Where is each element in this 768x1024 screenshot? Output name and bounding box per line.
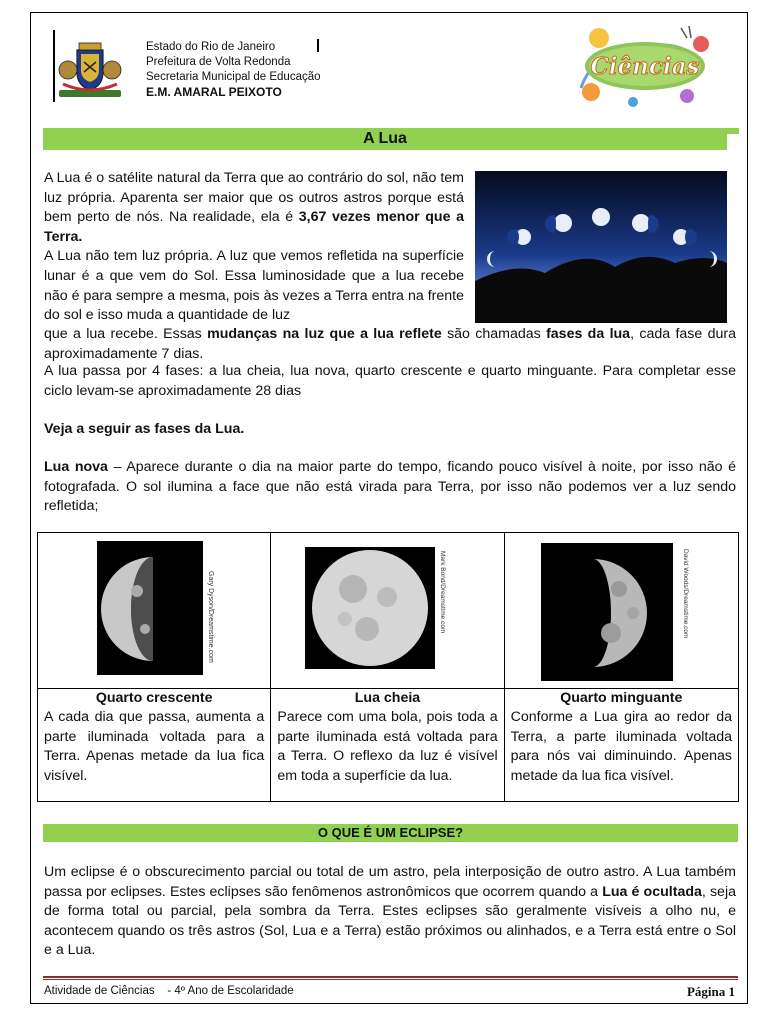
header-prefecture: Prefeitura de Volta Redonda [146,56,291,68]
eclipse-heading: O QUE É UM ECLIPSE? [43,824,738,842]
svg-text:Mark Bond/Dreamstime.com: Mark Bond/Dreamstime.com [439,551,447,634]
header-school: E.M. AMARAL PEIXOTO [146,85,282,99]
phases-table [37,532,739,802]
svg-text:David Woods/Dreamstime.com: David Woods/Dreamstime.com [681,549,689,639]
page-number: Página 1 [686,984,735,999]
footer-rule-thin [43,979,738,980]
last-quarter-moon-image [541,543,691,681]
waning-crescent-text-cell [504,689,738,802]
waxing-crescent-image-cell [38,533,271,689]
header-divider [53,30,55,102]
first-quarter-moon-image [97,541,215,675]
new-moon-paragraph: Lua nova – Aparece durante o dia na maior parte do tempo, ficando pouco visível à noite, por isso não é fotografada. O sol ilumina a face que não está virada para Terra, por isso não podemos ver a luz sendo refletida; [44,459,736,515]
coat-of-arms-icon [57,40,123,100]
full-moon-image [305,547,445,669]
title-bar-tail [727,128,739,134]
phase-description: A cada dia que passa, aumenta a parte iluminada voltada para a Terra. Apenas metade da lua fica visível. [44,709,265,784]
ciencias-logo [571,18,719,110]
svg-text:Ciências: Ciências [590,53,700,80]
svg-text:Gary Dyson/Dreamstime.com: Gary Dyson/Dreamstime.com [207,571,214,663]
header-state: Estado do Rio de Janeiro [146,41,276,53]
phase-description: Conforme a Lua gira ao redor da Terra, a parte iluminada voltada para nós vai diminuindo. Apenas metade da lua fica visível. [510,709,732,784]
intro-paragraph-2: que a lua recebe. Essas mudanças na luz que a lua reflete são chamadas fases da lua, cada fase dura aproximadamente 7 dias. [44,326,736,362]
header-secretariat: Secretaria Municipal de Educação [146,71,321,83]
eclipse-paragraph: Um eclipse é o obscurecimento parcial ou total de um astro, pela interposição de outro astro. A Lua também passa por eclipses. Estes eclipses são fenômenos astronômicos que ocorrem quando a Lua é ocultada, seja de forma total ou parcial, pela sombra da Terra. Estes eclipses são geralmente visíveis a olho nu, e acontecem quando os três astros (Sol, Lua e a Terra) estão próximos ou alinhados, e a Terra está entre o Sol e a Lua. [44,864,736,959]
phase-name: Quarto crescente [95,690,213,706]
waxing-crescent-text-cell [38,689,271,802]
phases-heading: Veja a seguir as fases da Lua. [44,421,245,437]
intro-paragraph-3: A lua passa por 4 fases: a lua cheia, lua nova, quarto crescente e quarto minguante. Para completar esse ciclo levam-se aproximadamente 28 dias [44,363,736,399]
full-moon-text-cell [271,689,504,802]
full-moon-image-cell [271,533,504,689]
intro-paragraph-1: A Lua é o satélite natural da Terra que ao contrário do sol, não tem luz própria. Aparenta ser maior que os outros astros porque está bem perto de nós. Na realidade, ela é 3,67 vezes menor que a Terra. A Lua não tem luz própria. A luz que vemos refletida na superfície lunar é a que vem do Sol. Essa luminosidade que a lua recebe não é para sempre a mesma, pois às vezes a Terra entra na frente do sol e isso muda a quantidade de luz [44,170,465,324]
phase-description: Parece com uma bola, pois toda a parte iluminada está voltada para a Terra. O reflexo da luz é visível em toda a superfície da lua. [277,709,498,784]
moon-phases-photo [475,171,727,323]
waning-crescent-image-cell [504,533,738,689]
footer-rule [43,976,738,978]
text-cursor-icon [317,39,319,52]
footer-course: Atividade de Ciências - 4º Ano de Escolaridade [44,985,294,997]
phase-name: Quarto minguante [560,690,683,706]
page-title: A Lua [43,128,727,150]
header-text [146,40,321,100]
phase-name: Lua cheia [354,690,421,706]
